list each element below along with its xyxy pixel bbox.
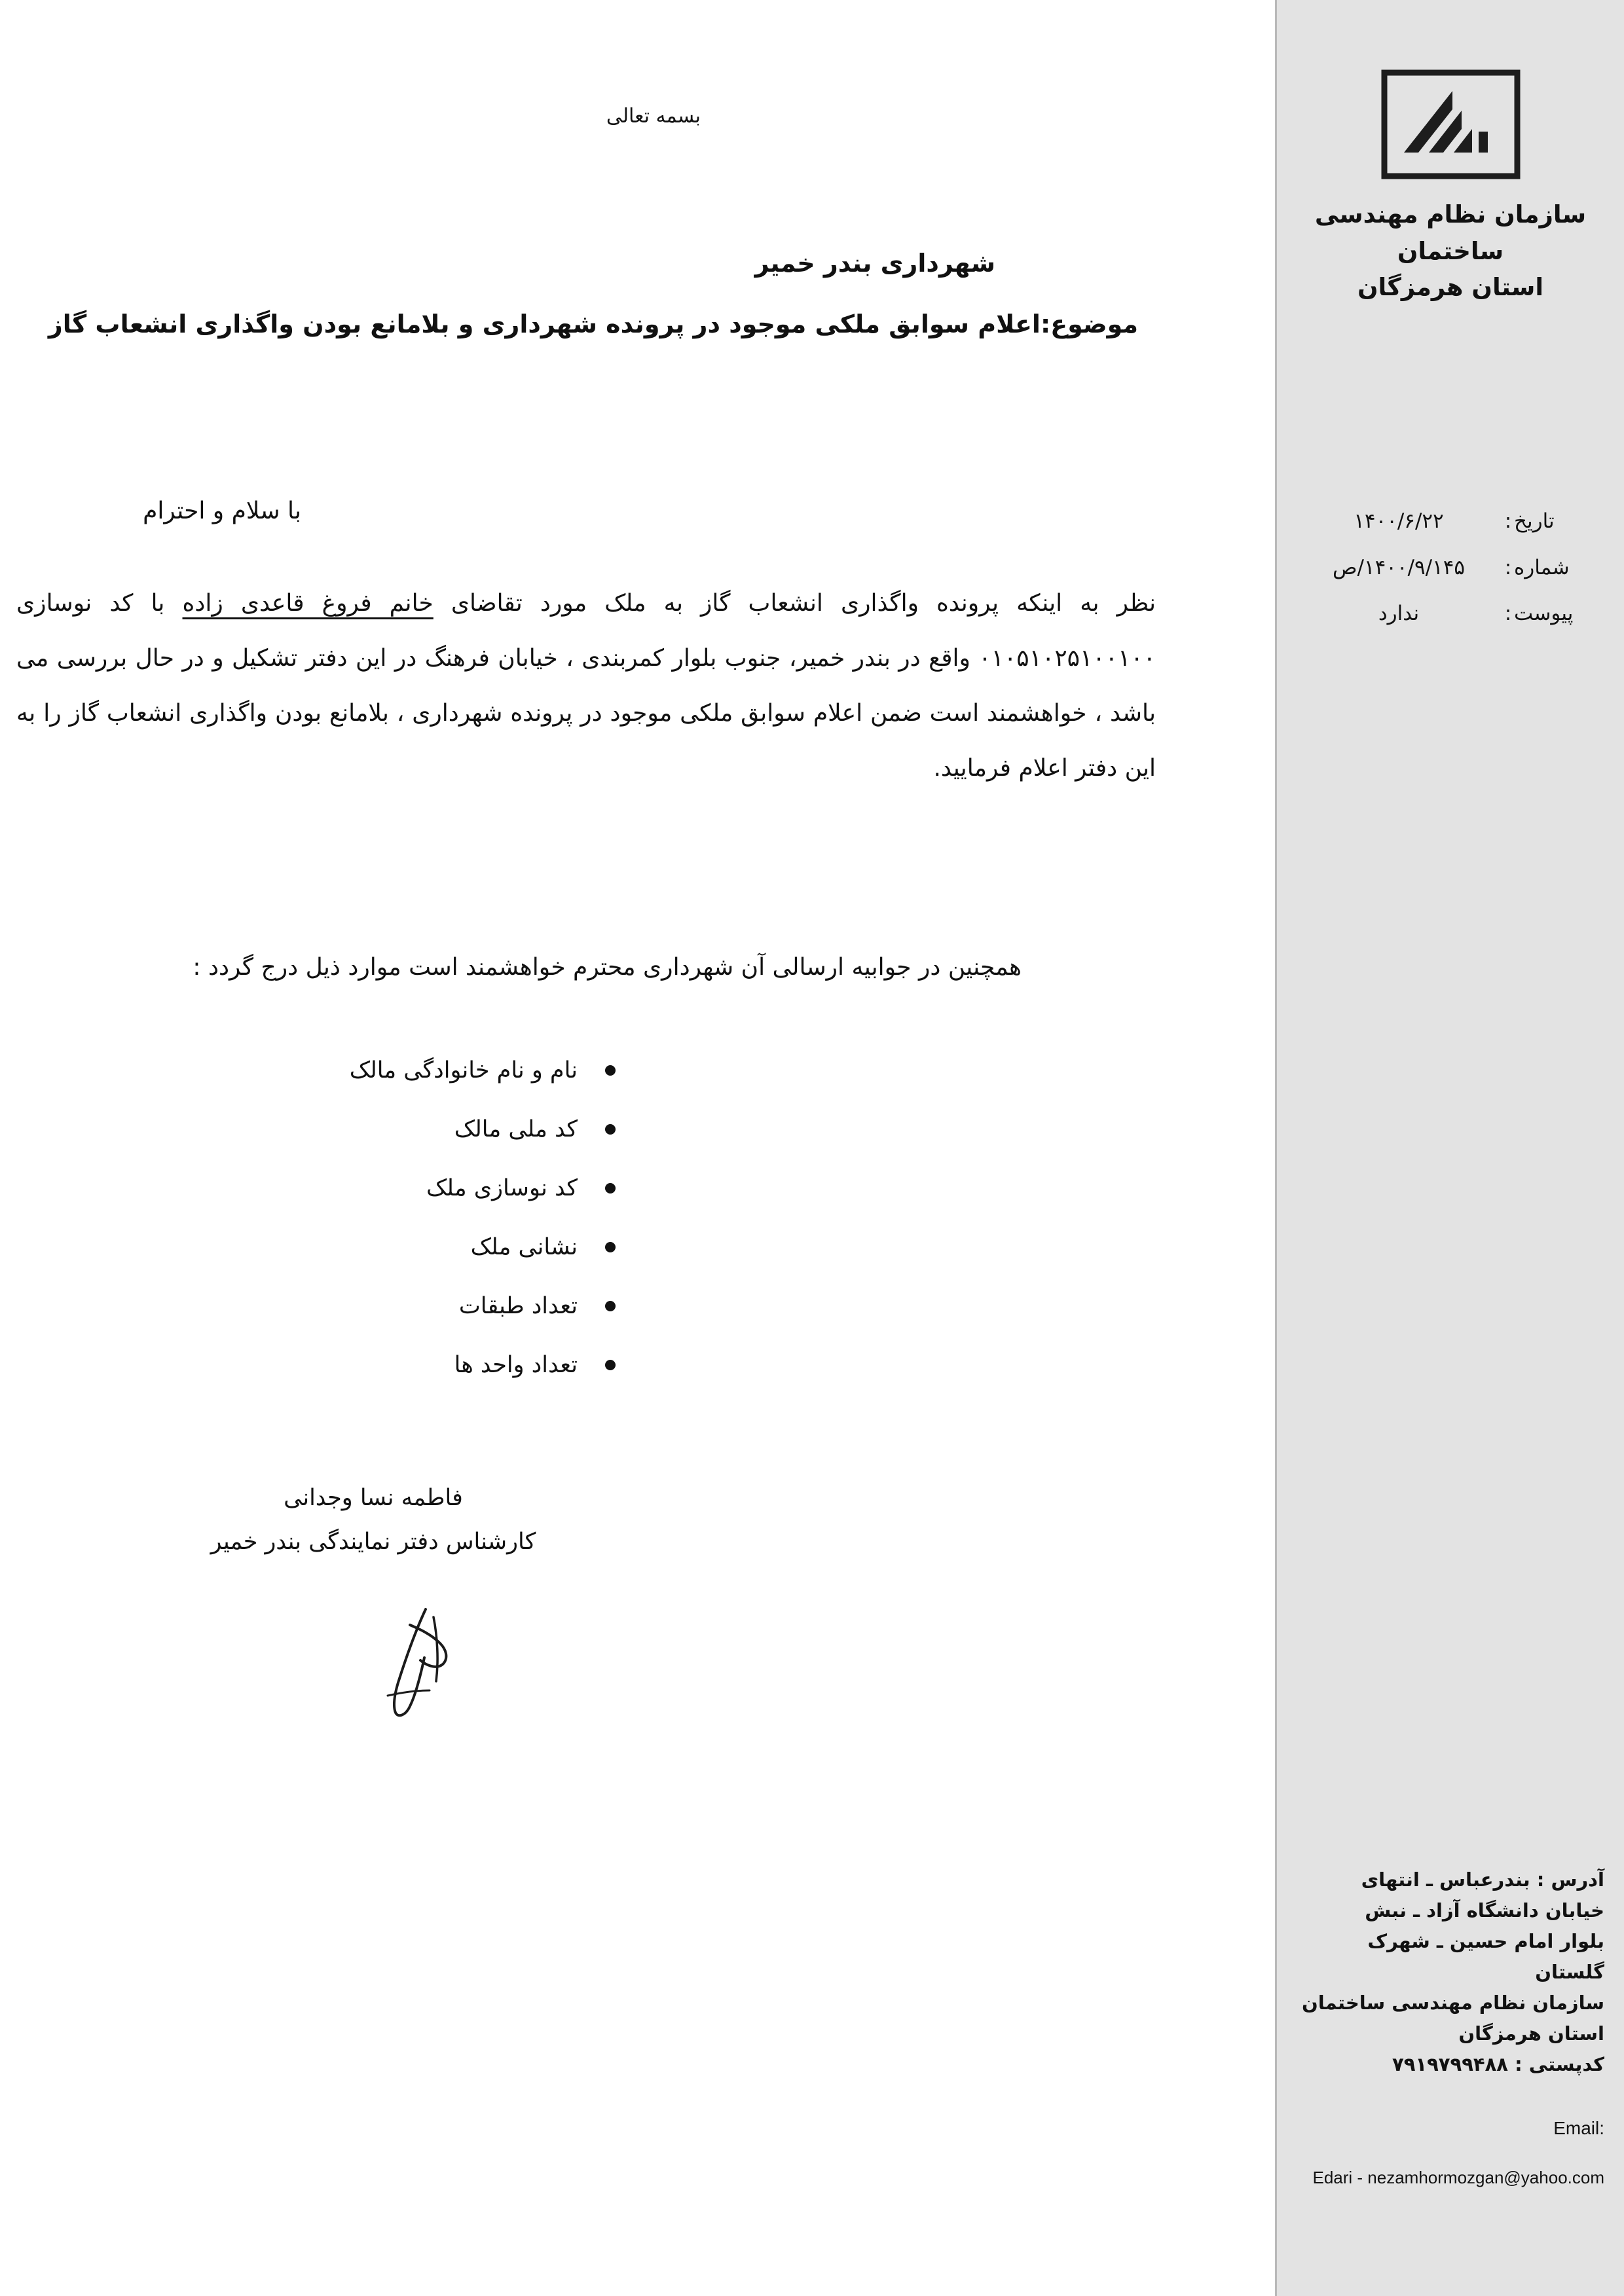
meta-value-number: ۱۴۰۰/۹/۱۴۵/ص xyxy=(1332,555,1466,579)
email-address: Edari - nezamhormozgan@yahoo.com xyxy=(1312,2168,1604,2187)
organization-name xyxy=(1290,196,1611,306)
list-item xyxy=(350,1100,616,1159)
meta-label-number: شماره xyxy=(1514,555,1570,579)
signer-block xyxy=(210,1476,537,1563)
address-line: کدپستی : ۷۹۱۹۷۹۹۴۸۸ xyxy=(1392,2053,1604,2076)
addressee: شهرداری بندر خمیر xyxy=(754,249,995,278)
requested-items-list xyxy=(350,1041,616,1394)
meta-value-date: ۱۴۰۰/۶/۲۲ xyxy=(1354,509,1444,533)
address-line: آدرس : بندرعباس ـ انتهای xyxy=(1361,1868,1604,1891)
letterhead-sidebar xyxy=(1275,0,1624,2296)
paragraph-request-intro: همچنین در جوابیه ارسالی آن شهرداری محترم خواهشمند است موارد ذیل درج گردد : xyxy=(193,954,1022,981)
paragraph-main-part2: با کد نوسازی ۰۱۰۵۱۰۲۵۱۰۰۱۰۰ واقع در بندر خمیر، جنوب بلوار کمربندی ، خیابان فرهنگ در این دفتر تشکیل و در حال بررسی می باشد ، خواهشمند است ضمن اعلام سوابق ملکی موجود در پرونده شهرداری ، بلامانع بودن واگذاری انشعاب گاز را به این دفتر اعلام فرمایید. xyxy=(16,590,1156,782)
meta-row-attachment xyxy=(1295,603,1606,625)
meta-label-date: تاریخ xyxy=(1514,509,1555,533)
list-item xyxy=(350,1159,616,1218)
org-name-line-1: سازمان نظام مهندسی ساختمان xyxy=(1314,200,1587,265)
engineering-organization-logo-icon xyxy=(1380,69,1521,180)
address-line: بلوار امام حسین ـ شهرک xyxy=(1367,1930,1604,1953)
list-item-label: تعداد طبقات xyxy=(458,1292,578,1319)
handwritten-signature-icon xyxy=(347,1597,491,1722)
address-line: گلستان xyxy=(1535,1961,1604,1984)
document-meta-table xyxy=(1295,511,1606,649)
list-item-label: کد نوسازی ملک xyxy=(426,1175,578,1201)
bullet-dot-icon xyxy=(605,1360,616,1370)
meta-label-attachment: پیوست xyxy=(1514,602,1574,626)
basmalah: بسمه تعالی xyxy=(606,105,701,128)
list-item-label: نشانی ملک xyxy=(470,1233,578,1260)
list-item xyxy=(350,1218,616,1277)
meta-value-attachment: ندارد xyxy=(1378,602,1420,626)
organization-logo xyxy=(1277,69,1624,180)
subject-line: موضوع:اعلام سوابق ملکی موجود در پرونده شهرداری و بلامانع بودن واگذاری انشعاب گاز xyxy=(48,310,1138,338)
greeting: با سلام و احترام xyxy=(143,498,301,524)
paragraph-main xyxy=(16,576,1156,796)
list-item-label: تعداد واحد ها xyxy=(454,1351,578,1378)
org-name-line-2: استان هرمزگان xyxy=(1357,273,1544,301)
owner-name: خانم فروغ قاعدی زاده xyxy=(182,590,434,617)
signer-name: فاطمه نسا وجدانی xyxy=(284,1485,463,1511)
signer-role: کارشناس دفتر نمایندگی بندر خمیر xyxy=(210,1528,536,1555)
list-item xyxy=(350,1041,616,1100)
meta-row-date xyxy=(1295,511,1606,532)
meta-colon: : xyxy=(1504,509,1512,533)
list-item xyxy=(350,1277,616,1336)
organization-address xyxy=(1297,1865,1604,2080)
bullet-dot-icon xyxy=(605,1183,616,1194)
list-item xyxy=(350,1336,616,1394)
bullet-dot-icon xyxy=(605,1124,616,1135)
bullet-dot-icon xyxy=(605,1301,616,1311)
meta-colon: : xyxy=(1504,602,1512,626)
meta-row-number xyxy=(1295,557,1606,579)
address-line: خیابان دانشگاه آزاد ـ نبش xyxy=(1365,1899,1604,1922)
list-item-label: کد ملی مالک xyxy=(454,1116,578,1142)
address-line: سازمان نظام مهندسی ساختمان xyxy=(1301,1992,1604,2014)
bullet-dot-icon xyxy=(605,1065,616,1076)
meta-colon: : xyxy=(1504,555,1512,579)
bullet-dot-icon xyxy=(605,1242,616,1252)
list-item-label: نام و نام خانوادگی مالک xyxy=(349,1057,578,1084)
email-label: Email: xyxy=(1553,2118,1604,2138)
paragraph-main-part1: نظر به اینکه پرونده واگذاری انشعاب گاز به ملک مورد تقاضای xyxy=(433,590,1156,617)
address-line: استان هرمزگان xyxy=(1458,2022,1604,2045)
